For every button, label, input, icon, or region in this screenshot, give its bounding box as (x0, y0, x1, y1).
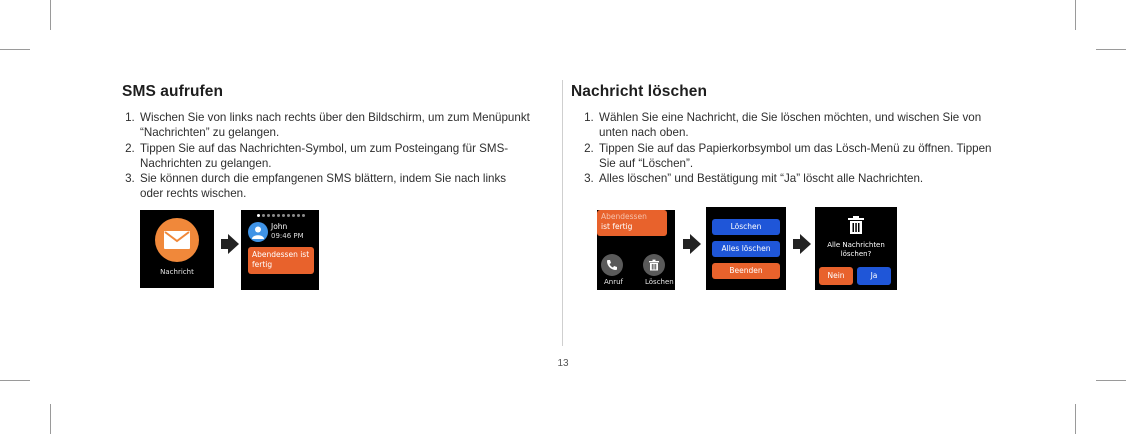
envelope-icon (164, 231, 190, 249)
crop-mark (50, 404, 51, 434)
section-heading: SMS aufrufen (122, 83, 224, 100)
message-text-bottom: ist fertig (601, 222, 633, 231)
contact-avatar (248, 222, 268, 242)
column-divider (562, 80, 563, 346)
step-item: 1. Wischen Sie von links nach rechts über den Bildschirm, um zum Menüpunkt “Nachrichten” zu gelangen. (138, 110, 532, 141)
message-time: 09:46 PM (271, 232, 304, 240)
message-text-top: Abendessen (601, 212, 647, 221)
section-delete-message (571, 83, 1011, 186)
section-sms-open (122, 83, 532, 202)
yes-button[interactable]: Ja (857, 267, 891, 285)
delete-button[interactable] (643, 254, 665, 276)
no-button[interactable]: Nein (819, 267, 853, 285)
crop-mark (1075, 404, 1076, 434)
crop-mark (50, 0, 51, 30)
phone-icon (606, 259, 618, 271)
step-item: 2. Tippen Sie auf das Papierkorbsymbol um das Lösch-Menü zu öffnen. Tippen Sie auf “Löschen”. (597, 141, 1011, 172)
call-button[interactable] (601, 254, 623, 276)
watch-screen-messages-app (140, 210, 214, 288)
watch-screen-inbox (241, 210, 319, 290)
quit-button[interactable]: Beenden (712, 263, 780, 279)
delete-label: Löschen (645, 278, 674, 286)
person-icon (251, 225, 265, 239)
section-heading: Nachricht löschen (571, 83, 708, 100)
crop-mark (1096, 49, 1126, 50)
step-item: 3. Alles löschen” und Bestätigung mit “Ja” löscht alle Nachrichten. (597, 171, 1011, 186)
crop-mark (0, 380, 30, 381)
confirm-question: Alle Nachrichten löschen? (827, 241, 885, 258)
step-list (122, 110, 532, 202)
crop-mark (1075, 0, 1076, 30)
message-bubble[interactable]: Abendessen ist fertig (248, 247, 314, 274)
step-item: 2. Tippen Sie auf das Nachrichten-Symbol, um zum Posteingang für SMS-Nachrichten zu gelangen. (138, 141, 532, 172)
watch-screen-delete-menu (706, 207, 786, 290)
trash-icon (848, 216, 864, 234)
step-list (571, 110, 1011, 186)
contact-name: John (271, 222, 288, 231)
delete-message-button[interactable]: Löschen (712, 219, 780, 235)
step-item: 1. Wählen Sie eine Nachricht, die Sie löschen möchten, und wischen Sie von unten nach oben. (597, 110, 1011, 141)
call-label: Anruf (604, 278, 624, 286)
watch-screen-confirm (815, 207, 897, 290)
delete-all-button[interactable]: Alles löschen (712, 241, 780, 257)
trash-icon (648, 259, 660, 271)
page-number: 13 (557, 358, 569, 369)
watch-screen-message-actions (597, 210, 675, 290)
message-bubble[interactable] (597, 210, 667, 236)
page-indicator (257, 214, 305, 217)
crop-mark (1096, 380, 1126, 381)
messages-app-button[interactable] (155, 218, 199, 262)
messages-app-label: Nachricht (160, 268, 194, 276)
crop-mark (0, 49, 30, 50)
step-item: 3. Sie können durch die empfangenen SMS blättern, indem Sie nach links oder rechts wischen. (138, 171, 532, 202)
